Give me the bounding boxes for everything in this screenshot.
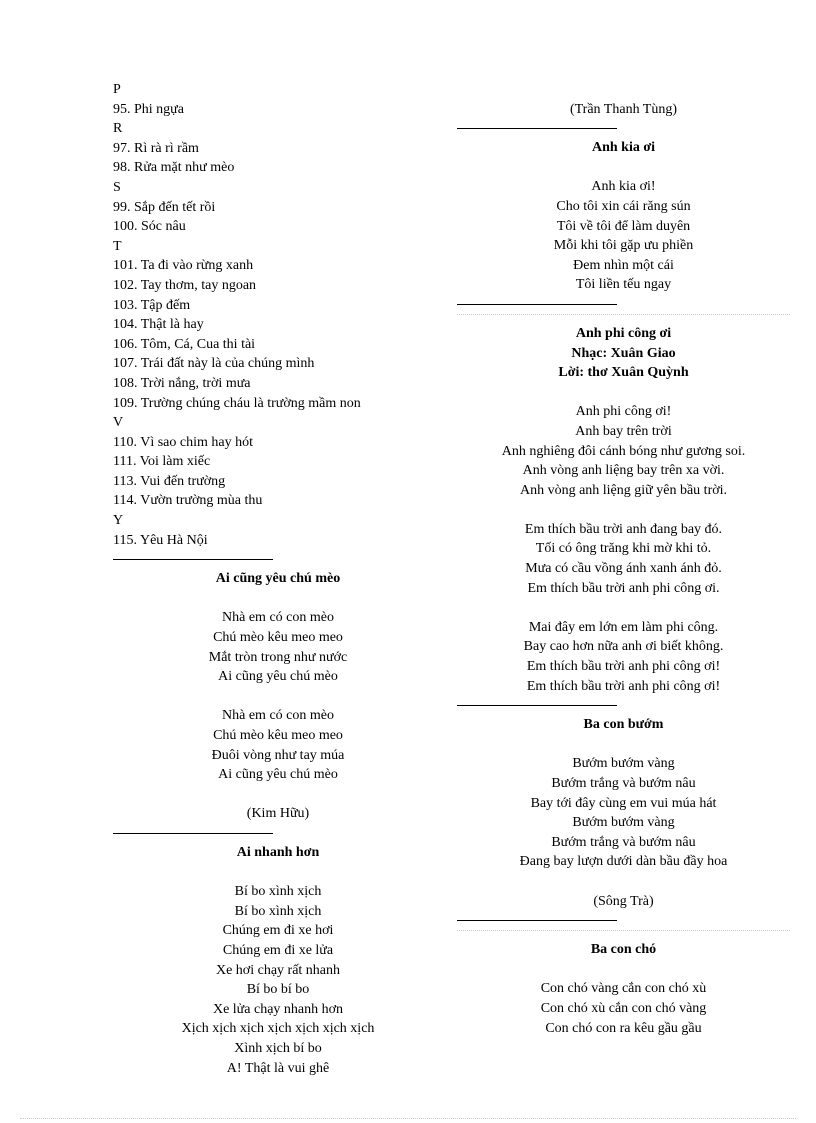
lyric-line: Xe hơi chạy rất nhanh: [215, 962, 341, 978]
song-title: Ba con bướm: [583, 717, 664, 733]
index-item: 115. Yêu Hà Nội: [113, 532, 208, 548]
lyric-line: Xình xịch bí bo: [234, 1040, 322, 1056]
page-bottom-separator: [20, 1118, 796, 1119]
blank-line: [457, 383, 790, 403]
index-item: 100. Sóc nâu: [113, 219, 186, 235]
lyric-line: Em thích bầu trời anh phi công ơi!: [526, 678, 721, 694]
song-ba-con-buom: [457, 715, 790, 911]
lyric-line: Xe lửa chạy nhanh hơn: [212, 1001, 344, 1017]
lyric-line: Em thích bầu trời anh phi công ơi!: [526, 659, 721, 675]
index-item: 101. Ta đi vào rừng xanh: [113, 258, 254, 274]
index-item: 102. Tay thơm, tay ngoan: [113, 277, 257, 293]
blank-line: [113, 863, 443, 883]
index-letter: S: [113, 179, 121, 195]
song-title: Ai cũng yêu chú mèo: [215, 571, 341, 587]
song-title: Ba con chó: [590, 942, 657, 958]
index-item: 95. Phi ngựa: [113, 101, 184, 117]
song-author: (Trần Thanh Tùng): [569, 101, 678, 117]
lyric-line: Mắt tròn trong như nước: [208, 649, 348, 665]
blank-line: [457, 960, 790, 980]
lyric-line: Nhà em có con mèo: [222, 610, 334, 626]
song-ai-nhanh-hon: [113, 843, 443, 1078]
song-title: Ai nhanh hơn: [236, 844, 320, 860]
blank-line: [457, 158, 790, 178]
lyric-line: Bay cao hơn nữa anh ơi biết không.: [523, 639, 724, 655]
lyric-line: Mưa có cầu vồng ánh xanh ánh đỏ.: [525, 561, 722, 577]
lyric-line: Bướm trắng và bướm nâu: [551, 776, 696, 791]
index-item: 111. Voi làm xiếc: [113, 454, 211, 470]
lyric-line: Bướm bướm vàng: [572, 756, 675, 772]
index-item: 99. Sắp đến tết rồi: [113, 199, 216, 215]
dotted-separator: [457, 930, 790, 931]
lyric-line: Chúng em đi xe hơi: [222, 923, 334, 939]
index-item: 103. Tập đếm: [113, 297, 191, 313]
lyric-line: Tôi về tôi để làm duyên: [556, 218, 691, 234]
index-item: 97. Rì rà rì rầm: [113, 140, 199, 156]
lyric-line: Bí bo xình xịch: [234, 884, 322, 900]
index-item: 106. Tôm, Cá, Cua thi tài: [113, 336, 256, 352]
lyric-line: A! Thật là vui ghê: [226, 1060, 330, 1076]
song-author: (Kim Hữu): [246, 806, 310, 822]
blank-line: [457, 872, 790, 892]
lyric-line: Tối có ông trăng khi mờ khi tỏ.: [535, 541, 712, 557]
section-divider: [113, 559, 273, 560]
lyric-line: Con chó con ra kêu gầu gầu: [545, 1020, 702, 1036]
song-title: Anh phi công ơi: [575, 325, 672, 341]
section-divider: [457, 128, 617, 129]
lyric-line: Cho tôi xin cái răng sún: [556, 198, 691, 214]
blank-line: [113, 589, 443, 609]
lyric-line: Chú mèo kêu meo meo: [213, 630, 343, 646]
lyric-line: Anh vòng anh liệng giữ yên bầu trời.: [519, 482, 728, 498]
lyric-line: Bướm bướm vàng: [572, 815, 675, 831]
song-anh-phi-cong-oi: [457, 324, 790, 696]
lyric-line: Chúng em đi xe lửa: [222, 942, 334, 958]
song-title: Anh kia ơi: [592, 140, 655, 156]
blank-line: [457, 598, 790, 618]
song-ba-con-cho: [457, 940, 790, 1038]
lyric-line: Nhà em có con mèo: [222, 708, 334, 724]
index-letter: T: [113, 238, 122, 254]
blank-line: [457, 80, 790, 100]
section-divider: [113, 833, 273, 834]
song-composer: Nhạc: Xuân Giao: [571, 345, 676, 361]
section-divider: [457, 304, 617, 305]
blank-line: [113, 785, 443, 805]
blank-line: [457, 500, 790, 520]
song-ai-cung-yeu-chu-meo: [113, 569, 443, 824]
lyric-line: Bướm trắng và bướm nâu: [551, 834, 696, 850]
lyric-line: Ai cũng yêu chú mèo: [218, 669, 338, 685]
lyric-line: Bí bo xình xịch: [234, 903, 322, 919]
lyric-line: Em thích bầu trời anh phi công ơi.: [527, 580, 720, 596]
lyric-line: Mỗi khi tôi gặp ưu phiền: [553, 238, 694, 254]
lyric-line: Đuôi vòng như tay múa: [211, 747, 345, 763]
lyric-line: Anh nghiêng đôi cánh bóng như gương soi.: [501, 443, 746, 459]
blank-line: [113, 687, 443, 707]
song-lyricist: Lời: thơ Xuân Quỳnh: [558, 365, 689, 381]
left-column: [113, 80, 443, 1078]
index-letter: V: [113, 415, 124, 431]
right-column: [457, 80, 790, 1038]
section-divider: [457, 705, 617, 706]
lyric-line: Anh phi công ơi!: [575, 404, 672, 420]
lyric-line: Xịch xịch xịch xịch xịch xịch xịch: [181, 1021, 375, 1037]
song-anh-kia-oi: [457, 138, 790, 295]
lyric-line: Ai cũng yêu chú mèo: [218, 767, 338, 783]
lyric-line: Chú mèo kêu meo meo: [213, 728, 343, 743]
lyric-line: Mai đây em lớn em làm phi công.: [528, 619, 719, 635]
blank-line: [457, 735, 790, 755]
song-index: [113, 80, 443, 550]
index-item: 104. Thật là hay: [113, 317, 204, 333]
lyric-line: Con chó xù cắn con chó vàng: [540, 1000, 707, 1016]
index-item: 113. Vui đến trường: [113, 473, 226, 489]
section-divider: [457, 920, 617, 921]
lyric-line: Anh bay trên trời: [575, 423, 672, 439]
index-item: 114. Vườn trường mùa thu: [113, 493, 263, 509]
index-letter: P: [113, 82, 121, 97]
lyric-line: Con chó vàng cắn con chó xù: [540, 981, 707, 997]
index-item: 98. Rửa mặt như mèo: [113, 160, 235, 176]
index-item: 107. Trái đất này là của chúng mình: [113, 356, 315, 372]
lyric-line: Tôi liền tếu ngay: [575, 277, 672, 293]
lyric-line: Anh vòng anh liệng bay trên xa vời.: [522, 463, 725, 479]
index-item: 108. Trời nắng, trời mưa: [113, 375, 251, 391]
song-author: (Sông Trà): [593, 893, 654, 909]
index-item: 110. Vì sao chim hay hót: [113, 434, 253, 450]
lyric-line: Đang bay lượn dưới dàn bầu đầy hoa: [519, 854, 728, 870]
lyric-line: Bay tới đây cùng em vui múa hát: [530, 795, 717, 811]
lyric-line: Bí bo bí bo: [246, 982, 310, 998]
index-letter: R: [113, 121, 123, 137]
index-item: 109. Trường chúng cháu là trường mầm non: [113, 395, 361, 411]
lyric-line: Đem nhìn một cái: [573, 257, 674, 273]
lyric-line: Em thích bầu trời anh đang bay đó.: [524, 521, 723, 537]
dotted-separator: [457, 314, 790, 315]
index-letter: Y: [113, 513, 124, 529]
lyric-line: Anh kia ơi!: [591, 179, 656, 195]
